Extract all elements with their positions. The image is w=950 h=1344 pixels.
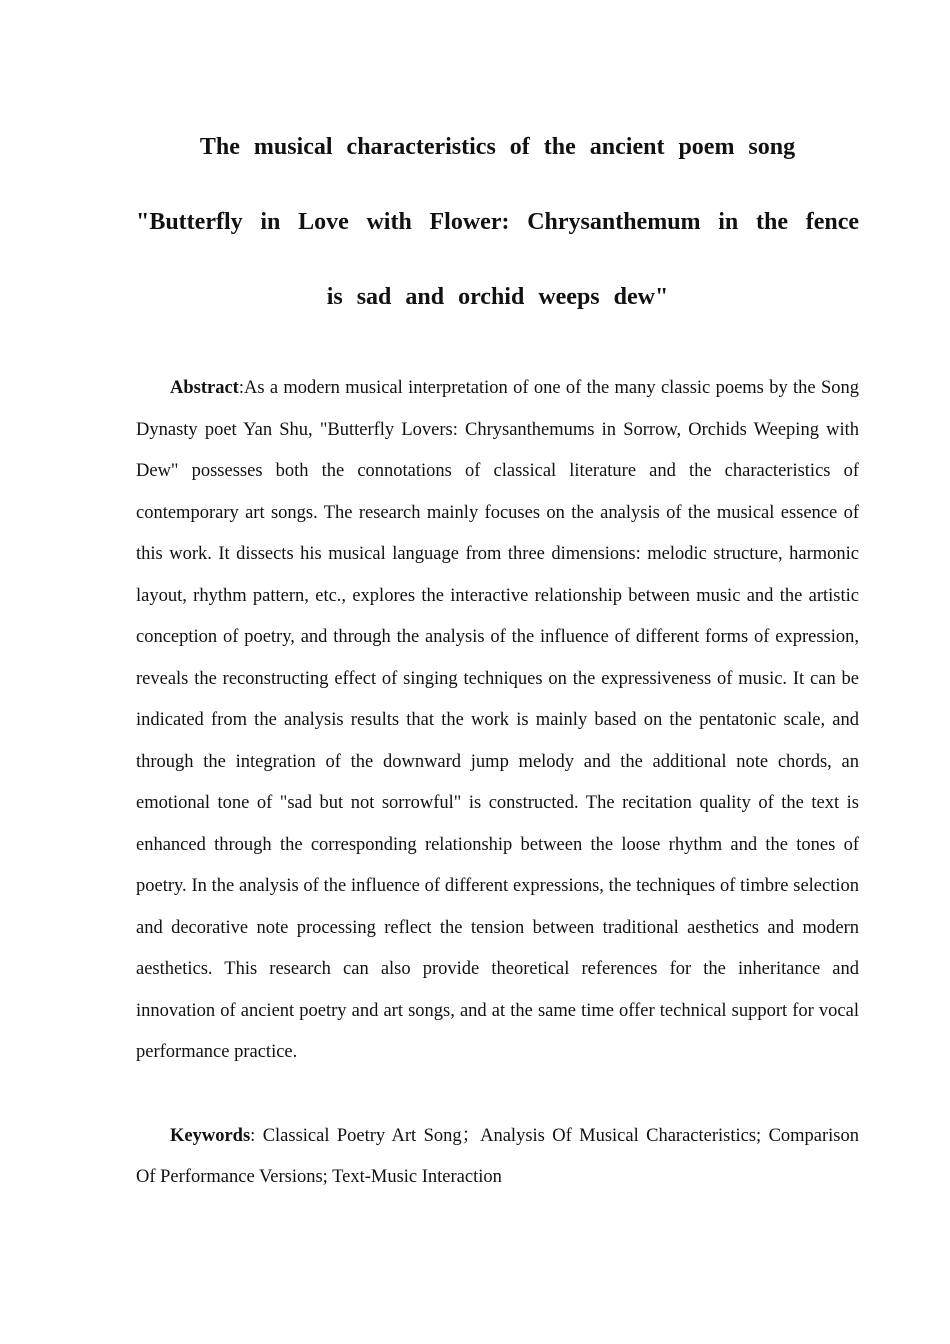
paper-title [136,110,859,335]
keywords-separator: : [250,1125,263,1146]
paper-page [136,110,859,1199]
title-line-1: The musical characteristics of the ancient poem song [199,134,796,160]
keywords-text: Classical Poetry Art Song；Analysis Of Musical Characteristics; Comparison Of Performance Versions; Text-Music Interaction [136,1125,860,1187]
title-line-2: "Butterfly in Love with Flower: Chrysanthemum in the fence [136,209,859,235]
abstract-text: As a modern musical interpretation of one of the many classic poems by the Song Dynasty poet Yan Shu, "Butterfly Lovers: Chrysanthemums in Sorrow, Orchids Weeping with Dew" possesses both the connotations of classical literature and the characteristics of contemporary art songs. The research mainly focuses on the analysis of the musical essence of this work. It dissects his musical language from three dimensions: melodic structure, harmonic layout, rhythm pattern, etc., explores the interactive relationship between music and the artistic conception of poetry, and through the analysis of the influence of different forms of expression, reveals the reconstructing effect of singing techniques on the expressiveness of music. It can be indicated from the analysis results that the work is mainly based on the pentatonic scale, and through the integration of the downward jump melody and the additional note chords, an emotional tone of "sad but not sorrowful" is constructed. The recitation quality of the text is enhanced through the corresponding relationship between the loose rhythm and the tones of poetry. In the analysis of the influence of different expressions, the techniques of timbre selection and decorative note processing reflect the tension between traditional aesthetics and modern aesthetics. This research can also provide theoretical references for the inheritance and innovation of ancient poetry and art songs, and at the same time offer technical support for vocal performance practice. [136,378,859,1062]
abstract-paragraph [136,368,859,1074]
abstract-label: Abstract [170,378,239,398]
abstract-separator: : [238,378,244,398]
title-line-3: is sad and orchid weeps dew" [326,284,669,310]
keywords-label: Keywords [170,1125,251,1146]
keywords-paragraph [136,1116,859,1199]
